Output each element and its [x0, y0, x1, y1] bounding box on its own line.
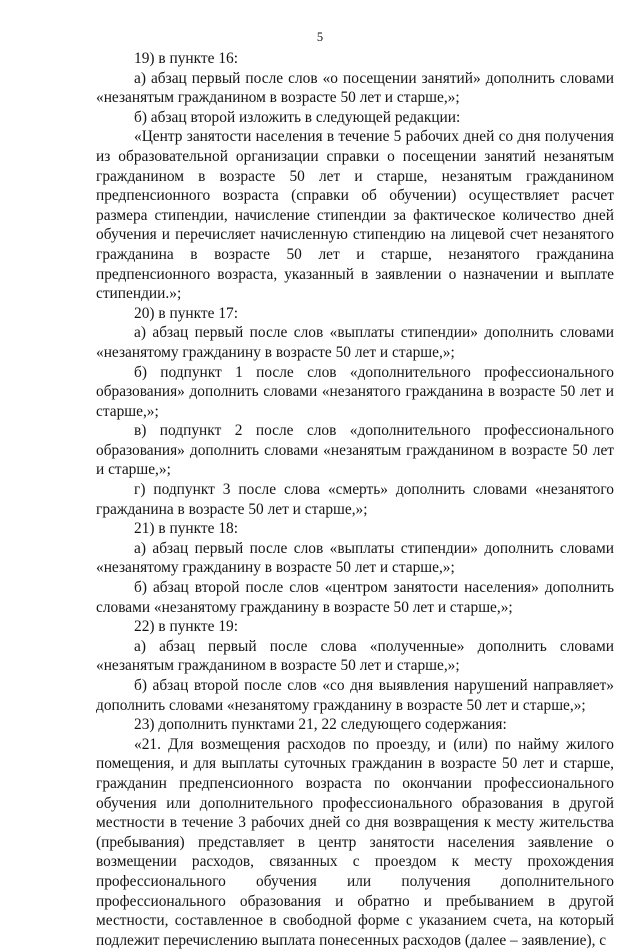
- paragraph: г) подпункт 3 после слова «смерть» дополнить словами «незанятого гражданина в возрасте 50 лет и старше,»;: [96, 481, 614, 518]
- paragraph: 20) в пункте 17:: [134, 304, 238, 322]
- paragraph: а) абзац первый после слов «выплаты стипендии» дополнить словами «незанятому гражданину в возрасте 50 лет и старше,»;: [96, 324, 614, 361]
- paragraph: 23) дополнить пунктами 21, 22 следующего содержания:: [134, 716, 507, 734]
- paragraph: а) абзац первый после слова «полученные» дополнить словами «незанятым гражданином в возрасте 50 лет и старше,»;: [96, 637, 614, 675]
- paragraph: б) подпункт 1 после слов «дополнительного профессионального образования» дополнить словами «незанятого гражданина в возрасте 50 лет и старше,»;: [96, 363, 614, 420]
- paragraph: 22) в пункте 19:: [134, 618, 238, 636]
- document-body: [96, 49, 614, 950]
- paragraph: б) абзац второй после слов «центром занятости населения» дополнить словами «незанятому гражданину в возрасте 50 лет и старше,»;: [96, 579, 614, 616]
- paragraph: а) абзац первый после слов «о посещении занятий» дополнить словами «незанятым гражданином в возрасте 50 лет и старше,»;: [96, 69, 614, 107]
- paragraph: а) абзац первый после слов «выплаты стипендии» дополнить словами «незанятому гражданину в возрасте 50 лет и старше,»;: [96, 539, 614, 577]
- paragraph: в) подпункт 2 после слов «дополнительного профессионального образования» дополнить словами «незанятым гражданином в возрасте 50 лет и старше,»;: [96, 422, 614, 479]
- paragraph: б) абзац второй изложить в следующей редакции:: [134, 108, 461, 126]
- paragraph: «21. Для возмещения расходов по проезду, и (или) по найму жилого помещения, и для выплаты суточных гражданин в возрасте 50 лет и старше, гражданин предпенсионного возраста по окончании профессионального обучения или дополнительного профессионального образования в другой местности в течение 3 рабочих дней со дня возвращения к месту жительства (пребывания) представляет в центр занятости населения заявление о возмещении расходов, связанных с проездом к месту прохождения профессионального обучения или получения дополнительного профессионального образования и обратно и пребыванием в другой местности, составленное в свободной форме с указанием счета, на который подлежит перечислению выплата понесенных расходов (далее – заявление), с: [96, 735, 614, 949]
- paragraph: 19) в пункте 16:: [134, 50, 238, 67]
- paragraph: б) абзац второй после слов «со дня выявления нарушений направляет» дополнить словами «незанятому гражданину в возрасте 50 лет и старше,»;: [96, 677, 614, 714]
- paragraph: «Центр занятости населения в течение 5 рабочих дней со дня получения из образовательной организации справки о посещении занятий незанятым гражданином в возрасте 50 лет и старше, незанятым гражданином предпенсионного возраста (справки об обучении) осуществляет расчет размера стипендии, начисление стипендии за фактическое количество дней обучения и перечисляет начисленную стипендию на лицевой счет незанятого гражданина в возрасте 50 лет и старше, незанятого гражданина предпенсионного возраста, указанный в заявлении о назначении и выплате стипендии.»;: [96, 128, 614, 303]
- paragraph: 21) в пункте 18:: [134, 520, 238, 538]
- page-number: 5: [316, 30, 324, 44]
